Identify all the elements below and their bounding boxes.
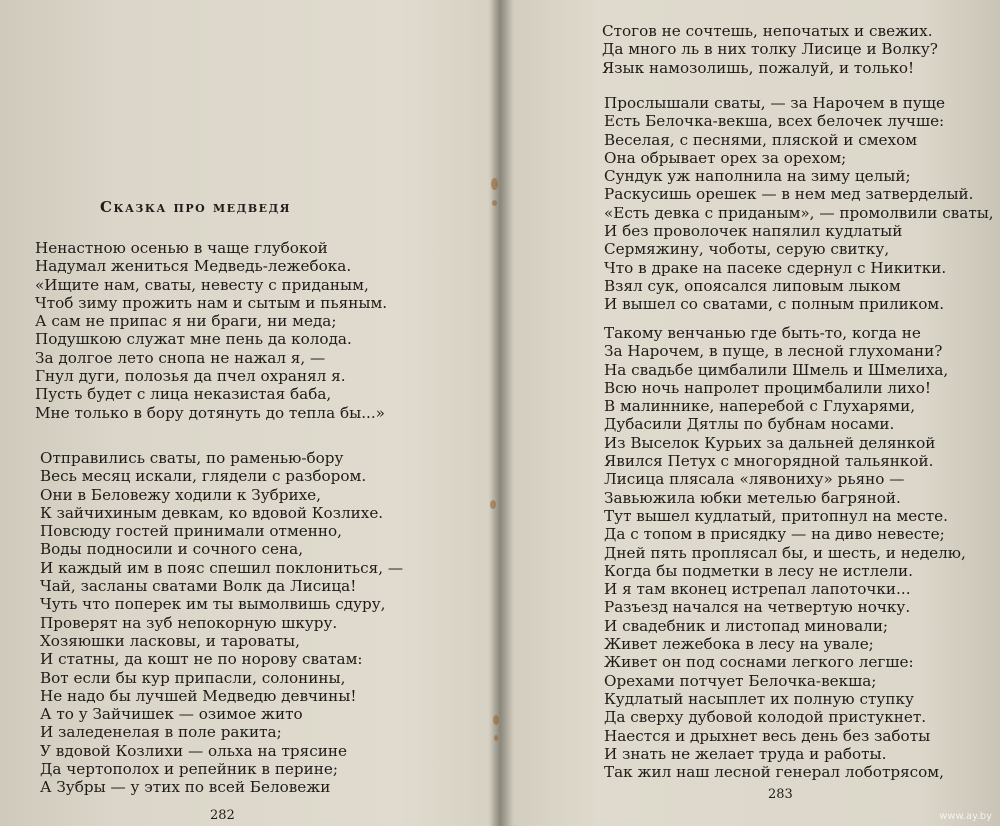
poem-line: Хозяюшки ласковы, и тароваты, — [40, 631, 300, 650]
poem-line: И статны, да кошт не по норову сватам: — [40, 650, 363, 669]
poem-line: Живет он под соснами легкого легше: — [604, 653, 914, 672]
poem-line: А то у Зайчишек — озимое жито — [40, 705, 303, 724]
poem-line: Мне только в бору дотянуть до тепла бы...» — [35, 403, 385, 422]
poem-line: Кудлатый насыплет их полную ступку — [604, 689, 914, 708]
poem-line: К зайчихиным девкам, ко вдовой Козлихе. — [40, 503, 384, 522]
poem-line: «Ищите нам, сваты, невесту с приданым, — [35, 275, 369, 294]
poem-line: Орехами потчует Белочка-векша; — [604, 671, 877, 690]
poem-line: И вышел со сватами, с полным приликом. — [604, 295, 945, 314]
poem-line: За Нарочем, в пуще, в лесной глухомани? — [604, 342, 943, 361]
paper-stain — [490, 500, 496, 509]
poem-line: Веселая, с песнями, пляской и смехом — [604, 130, 918, 149]
poem-line: Дней пять проплясал бы, и шесть, и неделю, — [604, 543, 966, 562]
poem-line: И свадебник и листопад миновали; — [604, 616, 889, 635]
poem-title: Сказка про медведя — [100, 198, 291, 216]
poem-line: Что в драке на пасеке сдернул с Никитки. — [604, 258, 947, 277]
poem-line: Да с топом в присядку — на диво невесте; — [604, 525, 945, 544]
poem-line: Явился Петух с многорядной тальянкой. — [604, 452, 934, 471]
poem-line: Сундук уж наполнила на зиму целый; — [604, 167, 911, 186]
poem-line: Подушкою служат мне пень да колода. — [35, 330, 352, 349]
poem-line: Дубасили Дятлы по бубнам носами. — [604, 415, 895, 434]
poem-line: Чай, засланы сватами Волк да Лисица! — [40, 577, 357, 596]
poem-line: На свадьбе цимбалили Шмель и Шмелиха, — [604, 360, 949, 379]
poem-line: Стогов не сочтешь, непочатых и свежих. — [602, 22, 933, 40]
poem-line: У вдовой Козлихи — ольха на трясине — [40, 741, 347, 760]
poem-line: «Есть девка с приданым», — промолвили сваты, — [604, 203, 994, 222]
stanza-5 — [604, 324, 966, 781]
poem-line: Такому венчанью где быть-то, когда не — [604, 324, 921, 342]
poem-line: Чтоб зиму прожить нам и сытым и пьяным. — [35, 293, 388, 312]
paper-stain — [494, 735, 498, 741]
paper-stain — [493, 715, 499, 725]
poem-line: Наестся и дрыхнет весь день без заботы — [604, 726, 931, 745]
poem-line: Надумал жениться Медведь-лежебока. — [35, 257, 352, 276]
paper-stain — [492, 200, 497, 206]
poem-line: Гнул дуги, полозья да пчел охранял я. — [35, 367, 346, 386]
poem-line: Из Выселок Курьих за дальней делянкой — [604, 433, 936, 452]
poem-line: Завьюжила юбки метелью багряной. — [604, 488, 901, 507]
poem-line: Проверят на зуб непокорную шкуру. — [40, 613, 338, 632]
book-gutter — [488, 0, 512, 826]
stanza-3 — [602, 22, 938, 77]
poem-line: Прослышали сваты, — за Нарочем в пуще — [604, 94, 945, 112]
poem-line: А сам не припас я ни браги, ни меда; — [35, 312, 337, 331]
poem-line: Вот если бы кур припасли, солонины, — [40, 668, 346, 687]
poem-line: Пусть будет с лица неказистая баба, — [35, 385, 332, 404]
poem-line: Язык намозолишь, пожалуй, и только! — [602, 58, 915, 77]
right-page — [510, 0, 1000, 826]
poem-line: Воды подносили и сочного сена, — [40, 540, 304, 559]
poem-line: За долгое лето снопа не нажал я, — — [35, 348, 326, 367]
poem-line: Есть Белочка-векша, всех белочек лучше: — [604, 112, 945, 131]
poem-line: Лисица плясала «лявониху» рьяно — — [604, 470, 905, 489]
poem-line: Да много ль в них толку Лисице и Волку? — [602, 40, 938, 59]
poem-line: Всю ночь напролет процимбалили лихо! — [604, 378, 931, 397]
poem-line: Тут вышел кудлатый, притопнул на месте. — [604, 506, 948, 525]
paper-stain — [491, 178, 498, 190]
stanza-2 — [40, 449, 403, 797]
watermark-text: www.ay.by — [939, 811, 992, 822]
poem-line: Так жил наш лесной генерал лоботрясом, — [604, 763, 944, 782]
poem-line: Весь месяц искали, глядели с разбором. — [40, 467, 367, 486]
poem-line: И без проволочек напялил кудлатый — [604, 222, 903, 241]
poem-line: В малиннике, наперебой с Глухарями, — [604, 397, 916, 416]
page-number: 283 — [768, 787, 793, 802]
stanza-4 — [604, 94, 994, 314]
page-number: 282 — [210, 808, 235, 823]
poem-line: Не надо бы лучшей Медведю девчины! — [40, 686, 357, 705]
poem-line: Живет лежебока в лесу на увале; — [604, 635, 874, 654]
poem-line: Они в Беловежу ходили к Зубрихе, — [40, 485, 321, 504]
poem-line: Раскусишь орешек — в нем мед затверделый. — [604, 185, 974, 204]
left-page — [0, 0, 490, 826]
poem-line: Чуть что поперек им ты вымолвишь сдуру, — [40, 595, 386, 614]
poem-line: Ненастною осенью в чаще глубокой — [35, 239, 328, 257]
poem-line: Разъезд начался на четвертую ночку. — [604, 598, 911, 617]
poem-line: Повсюду гостей принимали отменно, — [40, 522, 342, 541]
poem-line: Да чертополох и репейник в перине; — [40, 760, 338, 779]
poem-line: И я там вконец истрепал лапоточки... — [604, 580, 911, 599]
poem-line: Она обрывает орех за орехом; — [604, 148, 847, 167]
poem-line: Отправились сваты, по раменью-бору — [40, 449, 344, 467]
poem-line: И заледенелая в поле ракита; — [40, 723, 282, 742]
poem-line: А Зубры — у этих по всей Беловежи — [40, 778, 331, 797]
poem-line: Взял сук, опоясался липовым лыком — [604, 276, 901, 295]
poem-line: Да сверху дубовой колодой пристукнет. — [604, 708, 927, 727]
poem-line: И каждый им в пояс спешил поклониться, — — [40, 558, 404, 577]
stanza-1 — [35, 239, 387, 422]
poem-line: Когда бы подметки в лесу не истлели. — [604, 561, 913, 580]
poem-line: Сермяжину, чоботы, серую свитку, — [604, 240, 890, 259]
poem-line: И знать не желает труда и работы. — [604, 744, 887, 763]
